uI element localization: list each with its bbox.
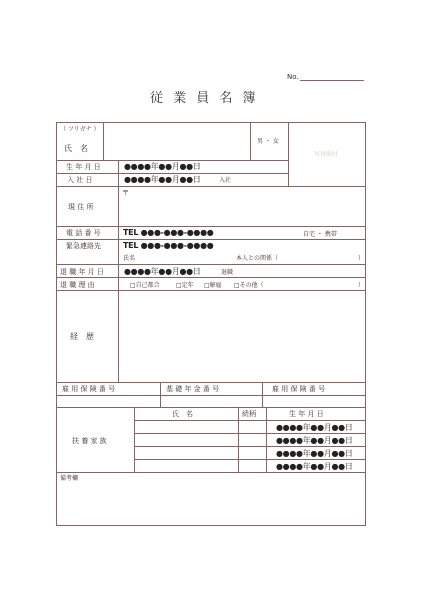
row-line [134,420,366,421]
dependent-birth: ●●●●年●●月●●日 [276,449,353,458]
row-line [56,395,366,396]
col-line [262,382,263,407]
emergency-name-label: 氏名 [123,255,136,262]
resignation-date-suffix: 退職 [221,269,234,276]
row-line [134,433,366,434]
reason-option-other[interactable]: □その他（ [234,282,264,289]
dependents-name-header: 氏 名 [172,410,193,418]
number-label: No. [287,73,299,81]
emergency-relation-close: ） [358,255,365,262]
hire-label: 入 社 日 [67,176,93,184]
birth-label: 生 年 月 日 [66,163,101,171]
row-line [56,277,366,278]
dependent-birth: ●●●●年●●月●●日 [276,436,353,445]
col-line [266,407,267,472]
dependent-birth: ●●●●年●●月●●日 [276,462,353,471]
row-line [56,160,288,161]
emergency-relation-label: 本人との関係（ [236,255,279,262]
name-field[interactable] [104,123,249,159]
dependent-birth: ●●●●年●●月●●日 [276,423,353,432]
employment-insurance-header: 雇 用 保 険 番 号 [62,385,116,393]
address-field[interactable] [119,187,365,225]
row-line [56,239,366,240]
pension-number-header: 基 礎 年 金 番 号 [166,385,220,393]
reason-option-voluntary[interactable]: □自己都合 [130,282,160,289]
row-line [56,226,366,227]
postal-mark: 〒 [122,189,129,197]
row-line [134,459,366,460]
row-line [56,173,288,174]
row-line [56,264,366,265]
phone-label: 電 話 番 号 [66,229,101,237]
col-line [160,382,161,407]
phone-type: 自宅 ・ 携帯 [303,231,337,238]
col-line [238,407,239,472]
notes-field[interactable] [57,483,365,525]
career-label: 経 歴 [70,332,94,341]
row-line [56,407,366,408]
resignation-reason-label: 退 職 理 由 [60,281,95,289]
dependents-relation-header: 続柄 [242,410,256,418]
col-line [134,407,135,472]
emergency-label: 緊急連絡先 [66,242,101,250]
notes-label: 備考欄 [60,475,79,482]
page-title: 従 業 員 名 簿 [150,91,259,106]
hire-suffix: 入社 [219,177,232,184]
row-line [56,382,366,383]
phone-value: TEL ●●●-●●●-●●●● [123,228,214,237]
gender-selector[interactable]: 男 ・ 女 [257,138,279,145]
resignation-date-value: ●●●●年●●月●●日 [124,267,201,276]
col-line [250,122,251,160]
furigana-label: （ フリガナ ） [60,126,100,133]
number-underline [300,80,364,81]
employment-insurance-header-2: 雇 用 保 険 番 号 [272,385,326,393]
reason-close: ） [358,282,365,289]
resignation-date-label: 退 職 年 月 日 [60,268,104,276]
photo-label: 写真貼付 [314,151,339,158]
row-line [134,446,366,447]
dependents-birth-header: 生 年 月 日 [289,410,324,418]
career-field[interactable] [119,291,365,381]
name-label: 氏 名 [64,144,88,153]
hire-value: ●●●●年●●月●●日 [124,175,201,184]
row-line [56,472,366,473]
reason-option-retirement[interactable]: □定年 [176,282,194,289]
birth-value: ●●●●年●●月●●日 [124,162,201,171]
emergency-value: TEL ●●●-●●●-●●●● [123,241,214,250]
dependents-label: 扶 養 家 族 [72,437,107,445]
address-label: 現 住 所 [68,203,94,211]
reason-option-dismissal[interactable]: □解雇 [204,282,222,289]
